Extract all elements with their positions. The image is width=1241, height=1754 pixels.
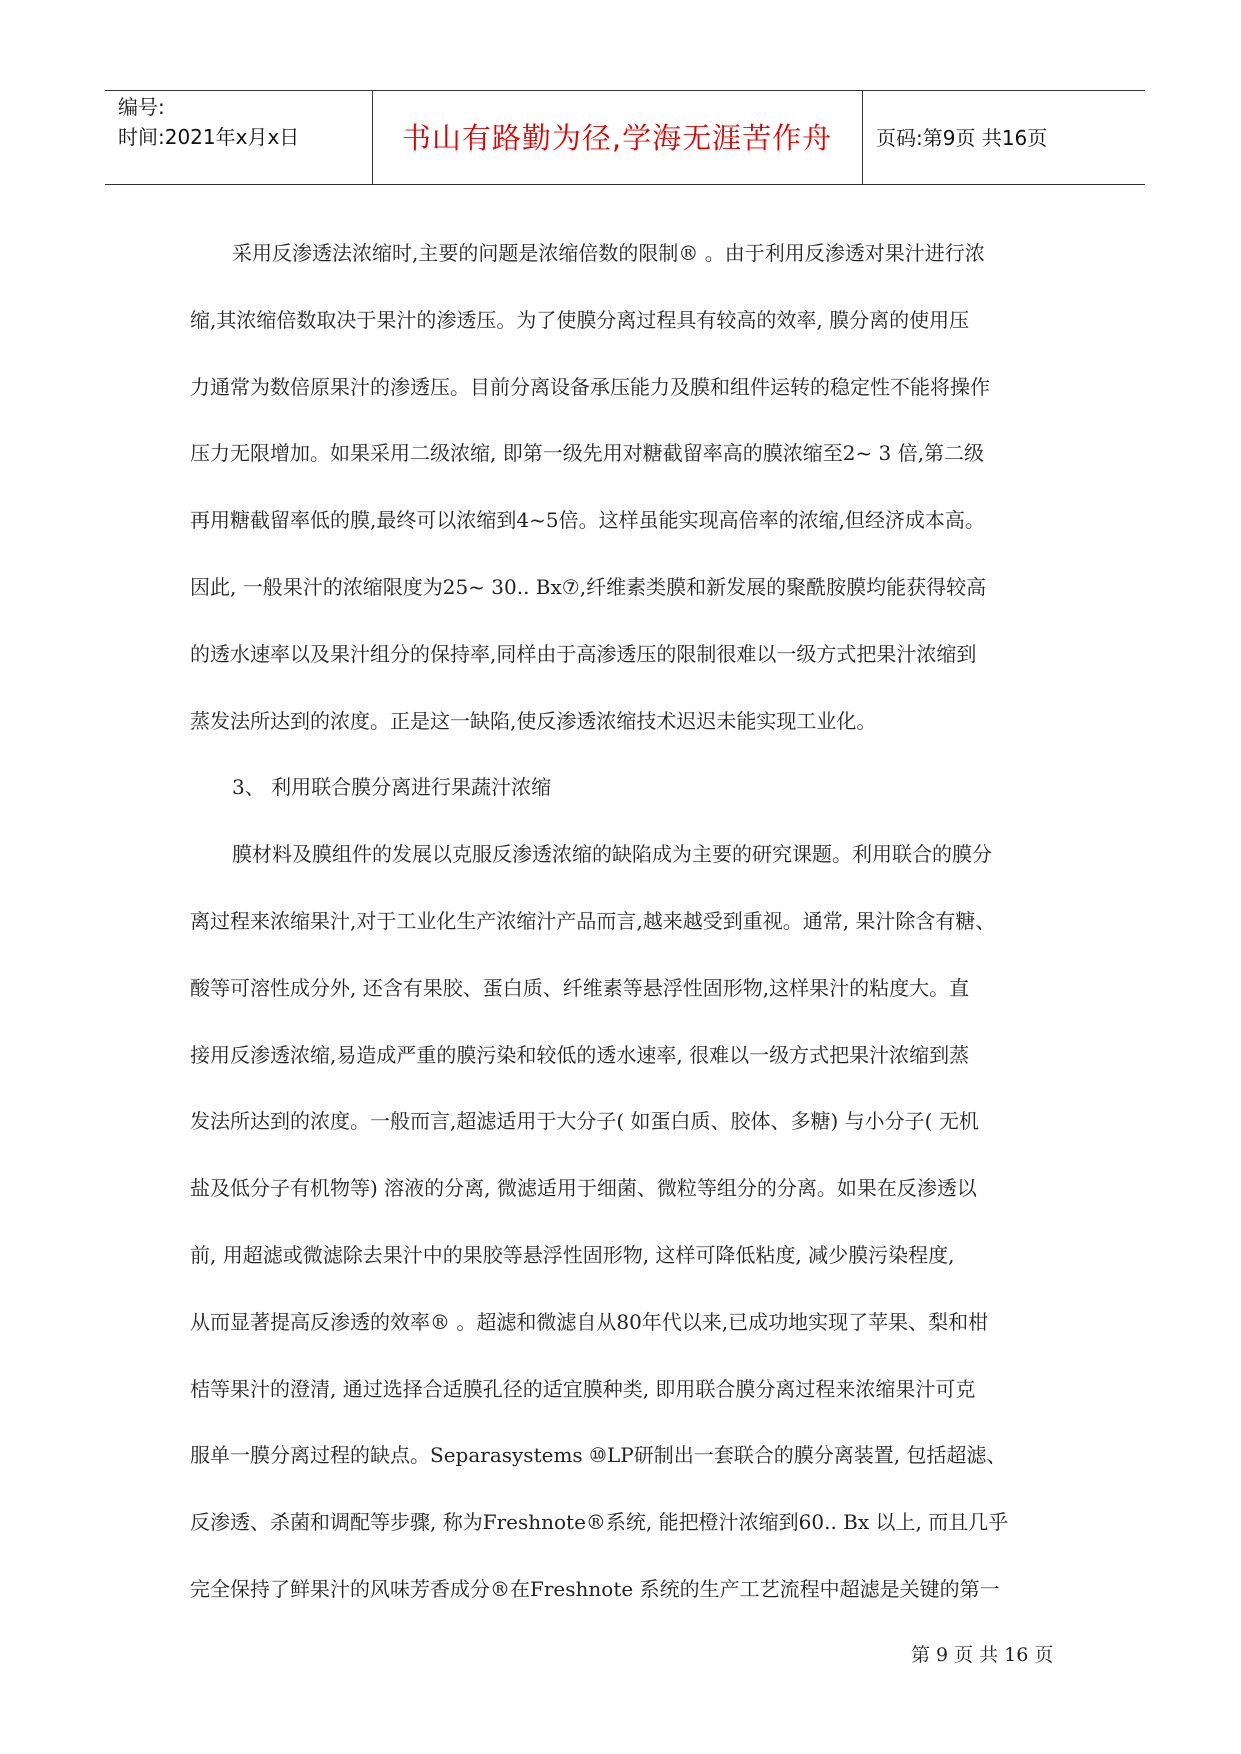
header-top-rule [105, 90, 1145, 91]
text-line: 服单一膜分离过程的缺点。Separasystems ⑩LP研制出一套联合的膜分离装置, 包括超滤、 [190, 1443, 1007, 1468]
section-heading: 3、 利用联合膜分离进行果蔬汁浓缩 [232, 775, 552, 800]
footer-total-pages: 16 [1004, 1644, 1029, 1666]
header-left-cell [118, 92, 299, 152]
footer-prefix: 第 [911, 1644, 931, 1666]
text-line: 从而显著提高反渗透的效率® 。超滤和微滤自从80年代以来,已成功地实现了苹果、梨和柑 [190, 1309, 989, 1334]
header-divider-right [862, 90, 863, 184]
text-line: 离过程来浓缩果汁,对于工业化生产浓缩汁产品而言,越来越受到重视。通常, 果汁除含有糖、 [190, 908, 996, 933]
text-line: 采用反渗透法浓缩时,主要的问题是浓缩倍数的限制® 。由于利用反渗透对果汁进行浓 [232, 241, 985, 265]
header-page-code: 页码:第9页 共16页 [876, 126, 1048, 150]
text-line: 因此, 一般果汁的浓缩限度为25~ 30.. Bx⑦,纤维素类膜和新发展的聚酰胺膜均能获得较高 [190, 574, 987, 599]
document-time-label: 时间:2021年x月x日 [118, 125, 300, 149]
text-line: 酸等可溶性成分外, 还含有果胶、蛋白质、纤维素等悬浮性固形物,这样果汁的粘度大。直 [190, 975, 970, 1000]
page-footer [908, 1640, 1056, 1667]
document-body [190, 220, 1070, 1623]
footer-page-number: 9 [936, 1644, 949, 1666]
text-line: 桔等果汁的澄清, 通过选择合适膜孔径的适宜膜种类, 即用联合膜分离过程来浓缩果汁可克 [190, 1376, 976, 1401]
header-bottom-rule [105, 184, 1145, 185]
text-line: 发法所达到的浓度。一般而言,超滤适用于大分子( 如蛋白质、胶体、多糖) 与小分子( 无机 [190, 1109, 979, 1134]
text-line: 再用糖截留率低的膜,最终可以浓缩到4~5倍。这样虽能实现高倍率的浓缩,但经济成本高。 [190, 508, 985, 533]
text-line: 力通常为数倍原果汁的渗透压。目前分离设备承压能力及膜和组件运转的稳定性不能将操作 [190, 374, 990, 399]
text-line: 反渗透、杀菌和调配等步骤, 称为Freshnote®系统, 能把橙汁浓缩到60.. Bx 以上, 而且几乎 [190, 1510, 1009, 1535]
text-line: 缩,其浓缩倍数取决于果汁的渗透压。为了使膜分离过程具有较高的效率, 膜分离的使用压 [190, 307, 970, 332]
header-motto: 书山有路勤为径,学海无涯苦作舟 [401, 121, 833, 155]
footer-suffix: 页 [1034, 1644, 1054, 1666]
document-number-label: 编号: [118, 95, 165, 119]
footer-middle: 页 共 [954, 1644, 999, 1666]
text-line: 蒸发法所达到的浓度。正是这一缺陷,使反渗透浓缩技术迟迟未能实现工业化。 [190, 708, 877, 733]
text-line: 膜材料及膜组件的发展以克服反渗透浓缩的缺陷成为主要的研究课题。利用联合的膜分 [232, 842, 992, 867]
text-line: 盐及低分子有机物等) 溶液的分离, 微滤适用于细菌、微粒等组分的分离。如果在反渗透以 [190, 1176, 977, 1201]
text-line: 完全保持了鲜果汁的风味芳香成分®在Freshnote 系统的生产工艺流程中超滤是关键的第一 [190, 1576, 1000, 1601]
text-line: 接用反渗透浓缩,易造成严重的膜污染和较低的透水速率, 很难以一级方式把果汁浓缩到蒸 [190, 1042, 970, 1067]
text-line: 的透水速率以及果汁组分的保持率,同样由于高渗透压的限制很难以一级方式把果汁浓缩到 [190, 641, 977, 666]
text-line: 前, 用超滤或微滤除去果汁中的果胶等悬浮性固形物, 这样可降低粘度, 减少膜污染程度, [190, 1242, 955, 1267]
text-line: 压力无限增加。如果采用二级浓缩, 即第一级先用对糖截留率高的膜浓缩至2~ 3 倍,第二级 [190, 441, 984, 466]
